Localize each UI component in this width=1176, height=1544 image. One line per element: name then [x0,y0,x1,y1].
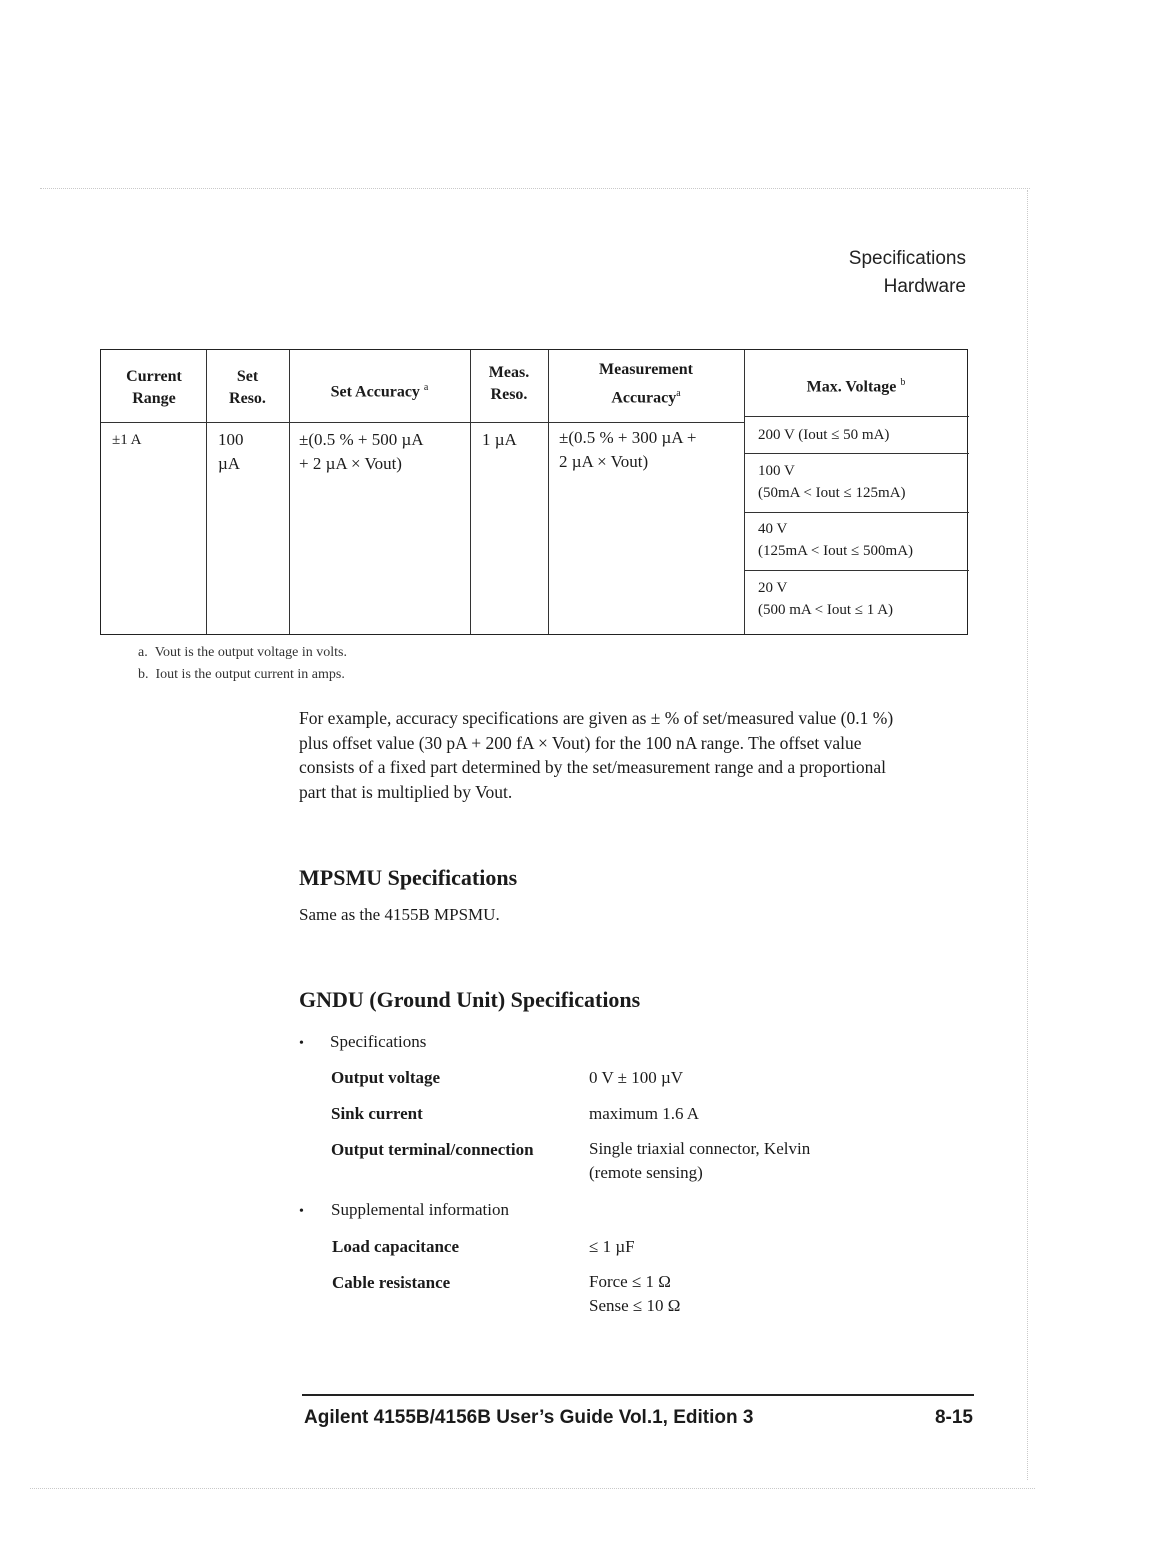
header-current-range: Current Range [126,368,182,407]
header-subsection: Hardware [883,276,966,297]
footnote-a: a. Vout is the output voltage in volts. [138,645,347,660]
supp-label-load-capacitance: Load capacitance [332,1237,460,1256]
footnote-b: b. Iout is the output current in amps. [138,667,345,682]
cell-set-reso: 100 µA [218,430,244,473]
footer-page-number: 8-15 [934,1407,973,1428]
cell-meas-accuracy: ±(0.5 % + 300 µA + 2 µA × Vout) [559,428,697,471]
header-meas-reso: Meas. Reso. [488,364,530,403]
cell-meas-reso: 1 µA [482,430,517,449]
spec-label-output-terminal: Output terminal/connection [331,1140,534,1159]
header-max-voltage: Max. Voltage $^b$ [806,377,906,396]
spec-label-output-voltage: Output voltage [331,1068,441,1087]
spec-value-output-voltage: 0 V ± 100 µV [589,1068,684,1087]
max-voltage-20v: 20 V (500 mA < Iout ≤ 1 A) [758,580,894,618]
scan-edge-right [1027,190,1028,1480]
max-voltage-100v: 100 V (50mA < Iout ≤ 125mA) [758,463,906,501]
mpsmu-text: Same as the 4155B MPSMU. [299,905,500,924]
footer-rule [302,1394,974,1396]
header-set-accuracy: Set Accuracy $^a$ [330,382,429,401]
accuracy-example-paragraph: For example, accuracy specifications are given as ± % of set/measured value (0.1 %) plus offset value (30 pA + 200 fA × Vout) for the 100 nA range. The offset value consists of a fixed part determined by the set/measurement range and a proportional part that is multiplied by Vout. [299,708,894,802]
footer-title: Agilent 4155B/4156B User’s Guide Vol.1, Edition 3 [304,1407,754,1428]
scan-edge-top [40,188,1030,189]
scan-edge-bottom [30,1488,1035,1489]
bullet-icon: • [299,1204,304,1219]
gndu-title: GNDU (Ground Unit) Specifications [299,987,641,1012]
header-section: Specifications [848,248,966,269]
cell-set-accuracy: ±(0.5 % + 500 µA + 2 µA × Vout) [299,430,424,473]
bullet-icon: • [299,1036,304,1051]
spec-value-sink-current: maximum 1.6 A [589,1104,700,1123]
spec-label-sink-current: Sink current [331,1104,423,1123]
gndu-supp-heading: Supplemental information [331,1200,509,1219]
header-set-reso: Set Reso. [229,368,266,407]
gndu-spec-heading: Specifications [330,1032,427,1051]
max-voltage-40v: 40 V (125mA < Iout ≤ 500mA) [758,521,914,559]
max-voltage-200v: 200 V (Iout ≤ 50 mA) [758,427,890,443]
supp-value-cable-resistance: Force ≤ 1 Ω Sense ≤ 10 Ω [589,1272,681,1315]
spec-value-output-terminal: Single triaxial connector, Kelvin (remote sensing) [589,1139,811,1182]
header-meas-accuracy: Measurement Accuracy$^a$ [599,361,693,407]
supp-label-cable-resistance: Cable resistance [332,1273,451,1292]
supp-value-load-capacitance: ≤ 1 µF [589,1237,635,1256]
cell-current-range: ±1 A [112,432,142,448]
mpsmu-title: MPSMU Specifications [299,865,518,890]
